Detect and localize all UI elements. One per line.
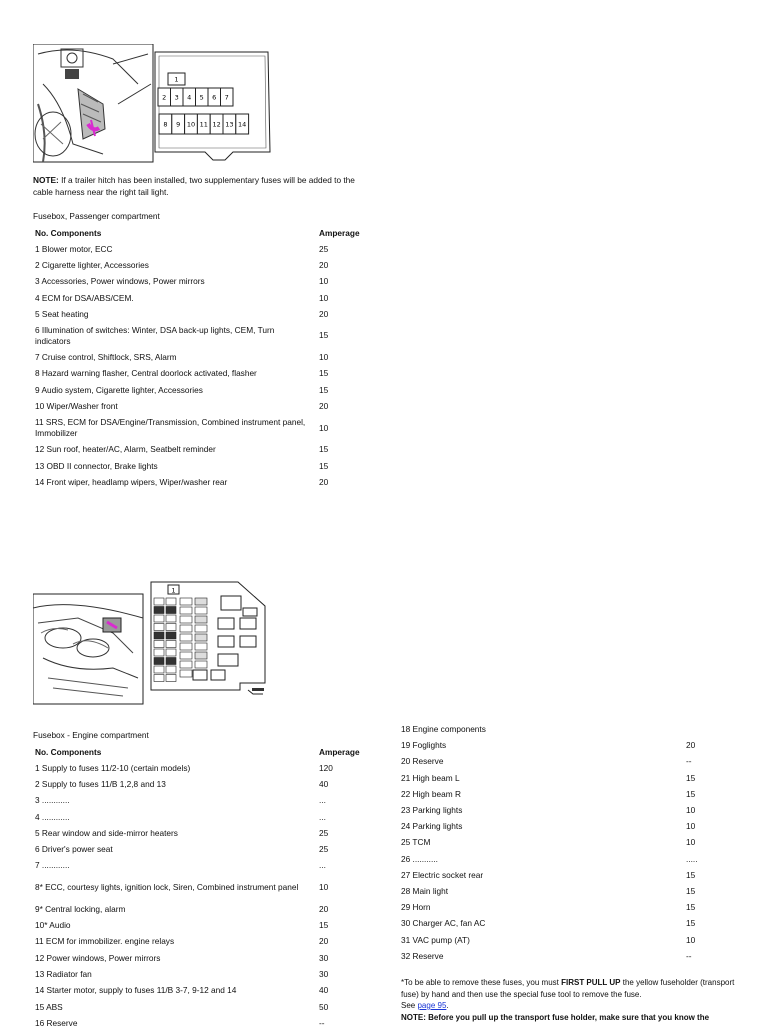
fuse-component: 7 Cruise control, Shiftlock, SRS, Alarm — [35, 352, 177, 363]
table-row — [35, 458, 370, 474]
table-row — [35, 793, 370, 809]
engine-fuse-slot — [195, 625, 207, 632]
fuse-row-bottom — [159, 114, 249, 134]
fuse-component: 29 Horn — [401, 902, 431, 913]
fuse-component: 26 ........... — [401, 853, 438, 864]
fuse-component: 16 Reserve — [35, 1017, 78, 1028]
engine-fuse-slot — [154, 675, 164, 682]
fuse-number: 12 — [212, 120, 221, 129]
engine-fuse-slot — [195, 634, 207, 641]
fuse-component: 8* ECC, courtesy lights, ignition lock, Siren, Combined instrument panel — [35, 882, 299, 893]
header-components: No. Components — [35, 746, 102, 757]
fuse-number: 11 — [199, 120, 208, 129]
table-row — [35, 474, 370, 490]
engine-fuse-slot — [195, 643, 207, 650]
fuse-number: 13 — [225, 120, 234, 129]
engine-fuse-slot — [154, 607, 164, 614]
fuse-number: 3 — [174, 93, 179, 102]
table-row — [35, 322, 370, 349]
engine-fuse-slot — [180, 634, 192, 641]
fuse-number: 7 — [224, 93, 229, 102]
fuse-amperage: 40 — [319, 778, 329, 789]
engine-fuse-slot — [195, 598, 207, 605]
note-prefix: NOTE: — [33, 175, 59, 185]
fuse-component: 9 Audio system, Cigarette lighter, Accessories — [35, 384, 203, 395]
table-row — [35, 858, 370, 874]
fuse-number: 6 — [212, 93, 217, 102]
engine-fuse-slot — [166, 675, 176, 682]
fuse-component: 30 Charger AC, fan AC — [401, 918, 486, 929]
fuse-amperage: 15 — [319, 384, 329, 395]
table-row — [401, 918, 711, 934]
engine-fuse-slot — [154, 658, 164, 665]
fuse-component: 10 Wiper/Washer front — [35, 401, 118, 412]
engine-fuse-slot — [180, 598, 192, 605]
table-row — [35, 415, 370, 442]
fuse-amperage: -- — [686, 950, 692, 961]
fuse-amperage: 15 — [319, 460, 329, 471]
fuse-amperage: 15 — [686, 918, 696, 929]
fuse-component: 1 Supply to fuses 11/2-10 (certain models) — [35, 762, 191, 773]
engine-fuse-slot — [154, 598, 164, 605]
fuse-amperage: 15 — [319, 330, 329, 341]
fuse-amperage: ... — [319, 795, 326, 806]
fuse-amperage: 30 — [319, 968, 329, 979]
fuse-component: 24 Parking lights — [401, 821, 463, 832]
fuse-amperage: 15 — [319, 920, 329, 931]
engine-fuse-slot — [166, 615, 176, 622]
engine-fuse-slot — [166, 666, 176, 673]
table-row — [401, 935, 711, 951]
table-row — [401, 854, 711, 870]
table-row — [401, 902, 711, 918]
fuse-component: 11 ECM for immobilizer. engine relays — [35, 936, 175, 947]
table-row — [401, 805, 711, 821]
fuse-component: 7 ............ — [35, 860, 70, 871]
fuse-component: 13 OBD II connector, Brake lights — [35, 460, 158, 471]
footnote-emphasis: FIRST PULL UP — [561, 978, 621, 987]
fuse-component: 12 Sun roof, heater/AC, Alarm, Seatbelt reminder — [35, 444, 216, 455]
fuse-amperage: 15 — [686, 902, 696, 913]
passenger-fusebox-svg — [33, 44, 275, 164]
fuse-component: 2 Cigarette lighter, Accessories — [35, 259, 149, 270]
engine-fuse-slot — [180, 652, 192, 659]
engine-fuse-slot — [180, 670, 192, 677]
fuse-amperage: 10 — [686, 821, 696, 832]
fuse-amperage: 30 — [319, 952, 329, 963]
fuse-amperage: -- — [319, 1017, 325, 1028]
fuse-component: 25 TCM — [401, 837, 431, 848]
footnote-text-c: the yellow fuseholder (transport fuse) by hand and then use the special fuse tool to remove the fuse. — [401, 978, 735, 999]
fuse-component: 5 Rear window and side-mirror heaters — [35, 827, 178, 838]
footnote-period: . — [446, 1001, 449, 1010]
fuse-amperage: ... — [319, 811, 326, 822]
fuse-component: 8 Hazard warning flasher, Central doorlock activated, flasher — [35, 368, 257, 379]
fuse-amperage: ... — [319, 860, 326, 871]
table-row — [35, 917, 370, 933]
table-row — [35, 999, 370, 1015]
table-row — [35, 1015, 370, 1031]
fuse-component: 22 High beam R — [401, 788, 461, 799]
engine-fuse-slot — [180, 625, 192, 632]
engine-fuse-slot — [154, 666, 164, 673]
table-row — [401, 756, 711, 772]
engine-fusebox-illustration — [33, 578, 273, 706]
engine-fuse-table — [35, 744, 370, 1031]
table-row — [35, 841, 370, 857]
table-row — [35, 366, 370, 382]
fuse-amperage: 10 — [686, 934, 696, 945]
fuse-component: 13 Radiator fan — [35, 968, 92, 979]
fuse-component: 6 Illumination of switches: Winter, DSA back-up lights, CEM, Turn indicators — [35, 324, 275, 346]
fuse-component: 14 Starter motor, supply to fuses 11/B 3-7, 9-12 and 14 — [35, 985, 237, 996]
fuse-component: 27 Electric socket rear — [401, 869, 484, 880]
fuse-amperage: 25 — [319, 243, 329, 254]
fuse-component: 32 Reserve — [401, 950, 444, 961]
fuse-amperage: 20 — [319, 476, 329, 487]
fuse-amperage: 25 — [319, 827, 329, 838]
fuse-amperage: 10 — [686, 837, 696, 848]
fuse-amperage: 20 — [686, 740, 696, 751]
fuse-component: 20 Reserve — [401, 756, 444, 767]
table-row — [35, 274, 370, 290]
fuse-amperage: 10 — [319, 422, 329, 433]
table-row — [35, 966, 370, 982]
fuse-amperage: 15 — [686, 772, 696, 783]
engine-fuse-slot — [154, 649, 164, 656]
fuse-amperage: 15 — [319, 368, 329, 379]
passenger-fusebox-title: Fusebox, Passenger compartment — [33, 211, 160, 221]
footnote-text-a: *To be able to remove these fuses, you must — [401, 978, 562, 987]
engine-fuse-slot — [180, 607, 192, 614]
table-header-row — [35, 225, 370, 241]
table-row — [35, 950, 370, 966]
fuse-amperage: 15 — [319, 444, 329, 455]
fuse-amperage: 120 — [319, 762, 333, 773]
table-row — [35, 934, 370, 950]
fuse-number: 5 — [199, 93, 204, 102]
trailer-hitch-note — [33, 174, 373, 198]
fuse-amperage: 20 — [319, 401, 329, 412]
table-row — [35, 290, 370, 306]
fuse-component: 5 Seat heating — [35, 308, 89, 319]
fuse-number: 10 — [186, 120, 196, 129]
table-row — [401, 821, 711, 837]
fuse-amperage: 20 — [319, 259, 329, 270]
engine-fuse-slot — [166, 658, 176, 665]
engine-fuse-slot — [166, 641, 176, 648]
fuse-amperage: 20 — [319, 308, 329, 319]
fuse-component: 18 Engine components — [401, 724, 486, 734]
fuse-amperage: 10 — [319, 352, 329, 363]
table-row — [35, 398, 370, 414]
engine-fusebox-title: Fusebox - Engine compartment — [33, 730, 149, 740]
table-row — [35, 257, 370, 273]
fuse-amperage: 20 — [319, 903, 329, 914]
fuse-number: 4 — [187, 93, 192, 102]
table-row — [401, 740, 711, 756]
footnote-note: NOTE: Before you pull up the transport fuse holder, make sure that you know the — [401, 1012, 710, 1022]
table-row — [401, 837, 711, 853]
fuse-component: 2 Supply to fuses 11/B 1,2,8 and 13 — [35, 778, 166, 789]
fuse-amperage: -- — [686, 756, 692, 767]
fuse-component: 6 Driver's power seat — [35, 844, 113, 855]
passenger-fusebox-illustration — [33, 44, 275, 164]
fuse-component: 12 Power windows, Power mirrors — [35, 952, 161, 963]
fuse-component: 3 ............ — [35, 795, 70, 806]
engine-fuse-slot — [154, 624, 164, 631]
header-components: No. Components — [35, 227, 102, 238]
header-amperage: Amperage — [319, 746, 360, 757]
fuse-component: 31 VAC pump (AT) — [401, 934, 470, 945]
table-row — [401, 773, 711, 789]
engine-fuse-slot — [195, 607, 207, 614]
fuse-number: 1 — [174, 75, 179, 84]
fuse-amperage: 25 — [319, 844, 329, 855]
fuse-component: 4 ............ — [35, 811, 70, 822]
engine-fuse-label: 1 — [171, 586, 176, 595]
fuse-amperage: 40 — [319, 985, 329, 996]
fuse-amperage: 15 — [686, 886, 696, 896]
table-row — [35, 825, 370, 841]
fuse-component: 15 ABS — [35, 1001, 63, 1012]
engine-fuse-slot — [195, 661, 207, 668]
fuse-number: 8 — [163, 120, 168, 129]
fuse-amperage: ..... — [686, 853, 698, 864]
table-row — [35, 442, 370, 458]
engine-fusebox-svg — [33, 578, 273, 706]
fuse-component: 23 Parking lights — [401, 805, 463, 815]
engine-fuse-slot — [154, 641, 164, 648]
engine-fuse-slot — [166, 632, 176, 639]
engine-fuse-slot — [195, 652, 207, 659]
fuse-component: 3 Accessories, Power windows, Power mirrors — [35, 276, 205, 287]
table-row — [401, 886, 711, 902]
engine-fuse-slot — [166, 649, 176, 656]
fuse-amperage: 20 — [319, 936, 329, 947]
footnote-see: See — [401, 1001, 418, 1010]
fuse-component: 28 Main light — [401, 886, 449, 896]
fuse-amperage: 10 — [686, 805, 696, 815]
table-row — [35, 306, 370, 322]
fuse-component: 9* Central locking, alarm — [35, 903, 126, 914]
fuse-number: 2 — [162, 93, 167, 102]
table-row — [401, 951, 711, 967]
fuse-amperage: 10 — [319, 882, 329, 893]
fuse-amperage: 10 — [319, 292, 329, 303]
page-95-link[interactable]: page 95 — [417, 1001, 447, 1010]
engine-fuse-slot — [166, 598, 176, 605]
fuse-component: 14 Front wiper, headlamp wipers, Wiper/washer rear — [35, 476, 228, 487]
fuse-amperage: 10 — [319, 276, 329, 287]
engine-fuse-slot — [195, 616, 207, 623]
transport-fuse-footnote — [401, 977, 746, 1023]
table-row — [401, 724, 711, 740]
engine-fuse-slot — [180, 643, 192, 650]
fuse-number: 14 — [238, 120, 247, 129]
table-row — [35, 901, 370, 917]
fuse-amperage: 50 — [319, 1001, 329, 1012]
header-amperage: Amperage — [319, 227, 360, 238]
table-row — [35, 874, 370, 901]
engine-fuse-slot — [180, 616, 192, 623]
fuse-component: 1 Blower motor, ECC — [35, 243, 113, 254]
fuse-component: 21 High beam L — [401, 772, 460, 783]
fuse-component: 11 SRS, ECM for DSA/Engine/Transmission, Combined instrument panel, Immobilizer — [35, 417, 306, 439]
table-row — [35, 809, 370, 825]
passenger-fuse-table — [35, 225, 370, 491]
fuse-component: 4 ECM for DSA/ABS/CEM. — [35, 292, 134, 303]
note-text: If a trailer hitch has been installed, two supplementary fuses will be added to the cable harness near the right tail light. — [33, 175, 355, 197]
table-row — [35, 760, 370, 776]
engine-fuse-slot — [154, 615, 164, 622]
engine-fuse-slot — [166, 624, 176, 631]
table-row — [35, 983, 370, 999]
fuse-amperage: 15 — [686, 788, 696, 799]
fuse-amperage: 15 — [686, 869, 696, 880]
table-row — [401, 789, 711, 805]
table-header-row — [35, 744, 370, 760]
fuse-component: 19 Foglights — [401, 740, 447, 751]
table-row — [35, 241, 370, 257]
engine-fuse-slot — [166, 607, 176, 614]
table-row — [35, 382, 370, 398]
engine-fuse-slot — [180, 661, 192, 668]
table-row — [35, 349, 370, 365]
table-row — [401, 870, 711, 886]
fuse-component: 10* Audio — [35, 920, 71, 931]
table-row — [35, 776, 370, 792]
fuse-number: 9 — [176, 120, 181, 129]
engine-fuse-slot — [154, 632, 164, 639]
